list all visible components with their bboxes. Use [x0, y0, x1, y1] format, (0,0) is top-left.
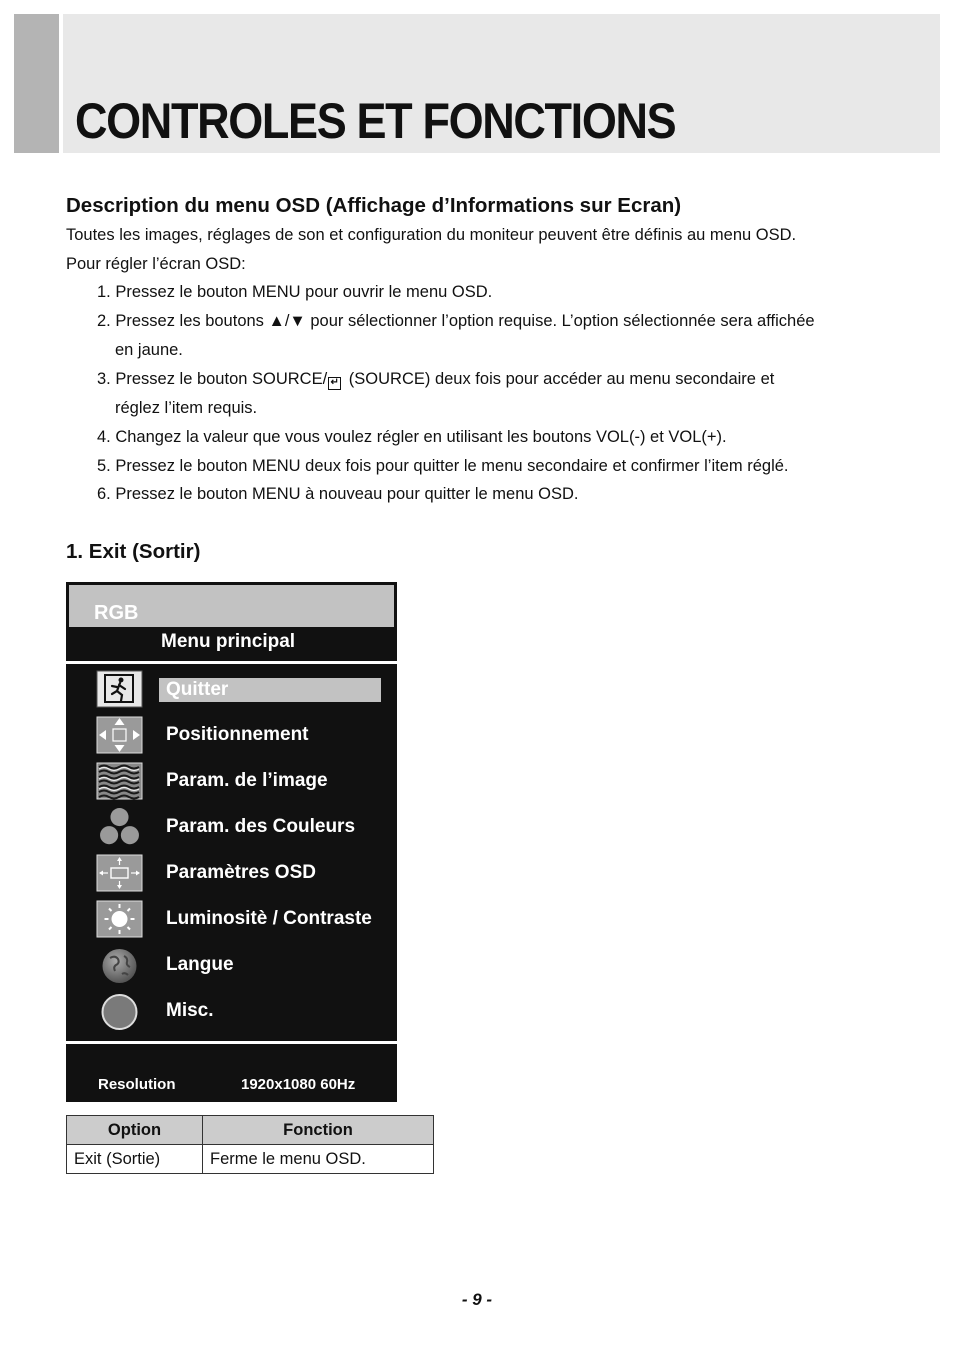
- step-3-text-a: 3. Pressez le bouton SOURCE/: [97, 370, 328, 388]
- osd-item-label: Param. des Couleurs: [166, 816, 356, 837]
- osd-item-param-image[interactable]: [66, 762, 397, 808]
- sun-icon: [96, 900, 143, 938]
- step-4: 4. Changez la valeur que vous voulez régler en utilisant les boutons VOL(-) et VOL(+).: [97, 428, 727, 446]
- image-texture-icon: [96, 762, 143, 800]
- osd-item-label: Positionnement: [166, 724, 309, 745]
- globe-icon: [96, 946, 143, 984]
- position-arrows-icon: [96, 716, 143, 754]
- table-row: [67, 1145, 434, 1174]
- osd-item-parametres-osd[interactable]: [66, 854, 397, 900]
- osd-menu: [66, 582, 397, 1102]
- osd-resolution-value: 1920x1080 60Hz: [241, 1076, 356, 1093]
- osd-item-label: Param. de l’image: [166, 770, 328, 791]
- step-3-text-b: (SOURCE) deux fois pour accéder au menu secondaire et: [348, 370, 775, 388]
- osd-item-positionnement[interactable]: [66, 716, 397, 762]
- step-3-continued: réglez l’item requis.: [115, 399, 258, 417]
- osd-resolution-label: Resolution: [98, 1076, 176, 1093]
- osd-settings-icon: [96, 854, 143, 892]
- osd-item-label: Luminositè / Contraste: [166, 908, 372, 929]
- osd-item-label: Paramètres OSD: [166, 862, 316, 883]
- table-header-fonction: Fonction: [203, 1116, 434, 1145]
- table-cell-fonction: Ferme le menu OSD.: [203, 1145, 434, 1174]
- osd-item-quitter[interactable]: [66, 670, 397, 716]
- osd-item-label: Quitter: [166, 679, 229, 700]
- page-number: - 9 -: [461, 1290, 493, 1309]
- option-table: [66, 1115, 434, 1174]
- header-separator: [59, 14, 63, 153]
- misc-circle-icon: [96, 992, 143, 1030]
- page-title: CONTROLES ET FONCTIONS: [75, 93, 676, 149]
- osd-header: [66, 582, 397, 661]
- step-5: 5. Pressez le bouton MENU deux fois pour quitter le menu secondaire et confirmer l’item réglé.: [97, 457, 789, 475]
- osd-menu-title: Menu principal: [161, 631, 296, 652]
- osd-item-luminosite[interactable]: [66, 900, 397, 946]
- osd-item-misc[interactable]: [66, 992, 397, 1038]
- table-header-option: Option: [67, 1116, 203, 1145]
- color-circles-icon: [96, 808, 143, 846]
- header-tab: [14, 14, 59, 153]
- step-3: [97, 370, 774, 390]
- osd-item-langue[interactable]: [66, 946, 397, 992]
- osd-item-label: Langue: [166, 954, 234, 975]
- osd-item-param-couleurs[interactable]: [66, 808, 397, 854]
- exit-icon: [96, 670, 143, 708]
- source-icon: ↵: [328, 377, 341, 390]
- osd-source-label: RGB: [94, 602, 139, 624]
- section-title: Description du menu OSD (Affichage d’Informations sur Ecran): [66, 194, 682, 217]
- intro-paragraph: Toutes les images, réglages de son et configuration du moniteur peuvent être définis au menu OSD.: [66, 226, 797, 244]
- subsection-title: 1. Exit (Sortir): [66, 540, 201, 563]
- osd-item-label: Misc.: [166, 1000, 214, 1021]
- osd-item-list: [66, 664, 397, 1041]
- table-cell-option: Exit (Sortie): [67, 1145, 203, 1174]
- step-1: 1. Pressez le bouton MENU pour ouvrir le menu OSD.: [97, 283, 493, 301]
- table-header-row: [67, 1116, 434, 1145]
- intro-instruction: Pour régler l’écran OSD:: [66, 255, 246, 273]
- step-2-continued: en jaune.: [115, 341, 183, 359]
- osd-footer: [66, 1044, 397, 1102]
- step-6: 6. Pressez le bouton MENU à nouveau pour quitter le menu OSD.: [97, 485, 579, 503]
- step-2: 2. Pressez les boutons ▲/▼ pour sélectionner l’option requise. L’option sélectionnée sera affichée: [97, 312, 815, 330]
